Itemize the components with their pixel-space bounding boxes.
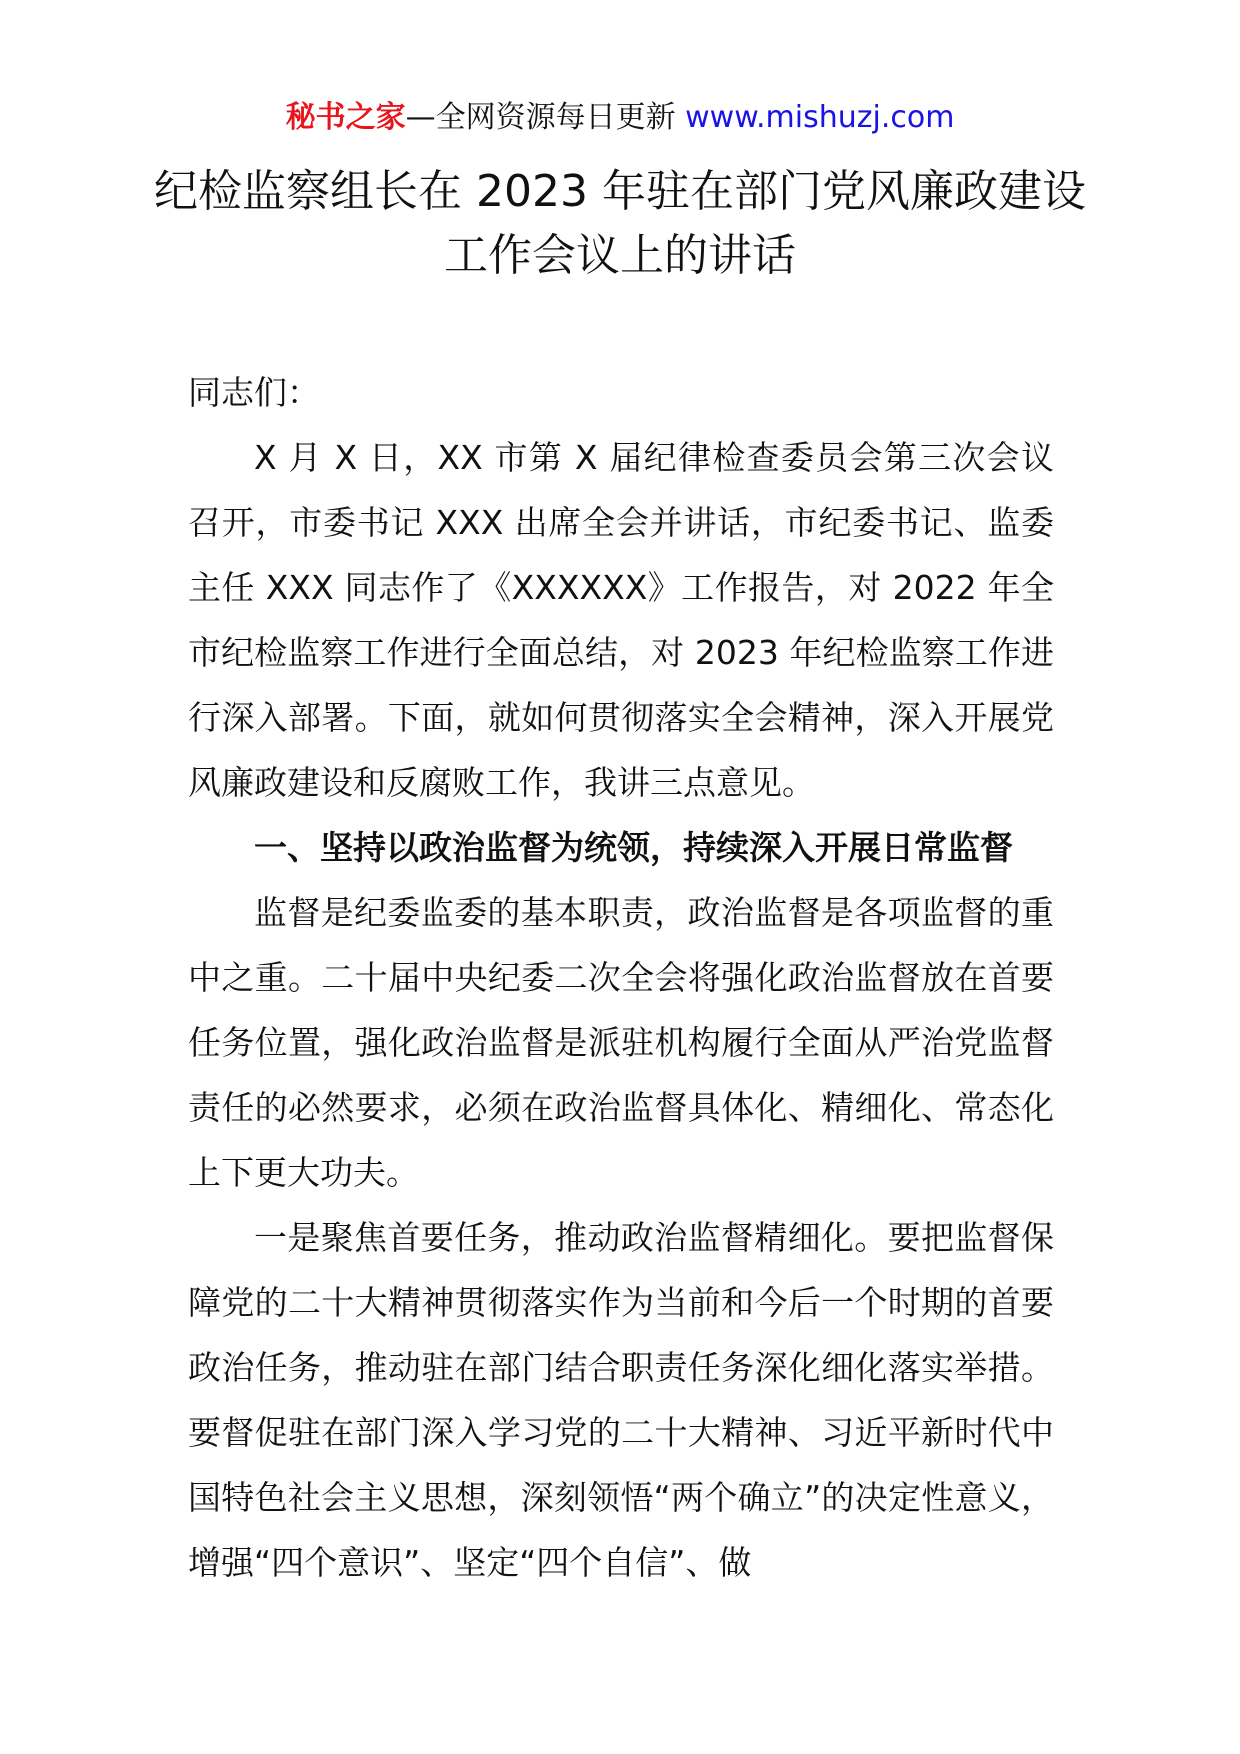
intro-paragraph: X 月 X 日，XX 市第 X 届纪律检查委员会第三次会议召开，市委书记 XXX 出席全会并讲话，市纪委书记、监委主任 XXX 同志作了《XXXXXX》工作报告，对 2022 年全市纪检监察工作进行全面总结，对 2023 年纪检监察工作进行深入部署。下面，就如何贯彻落实全会精神，深入开展党风廉政建设和反腐败工作，我讲三点意见。 [188, 438, 1054, 802]
brand-name: 秘书之家 [285, 100, 406, 135]
section-paragraph: 一是聚焦首要任务，推动政治监督精细化。要把监督保障党的二十大精神贯彻落实作为当前和今后一个时期的首要政治任务，推动驻在部门结合职责任务深化细化落实举措。要督促驻在部门深入学习党的二十大精神、习近平新时代中国特色社会主义思想，深刻领悟“两个确立”的决定性意义，增强“四个意识”、坚定“四个自信”、做 [188, 1218, 1054, 1582]
section-paragraph: 监督是纪委监委的基本职责，政治监督是各项监督的重中之重。二十届中央纪委二次全会将强化政治监督放在首要任务位置，强化政治监督是派驻机构履行全面从严治党监督责任的必然要求，必须在政治监督具体化、精细化、常态化上下更大功夫。 [188, 893, 1054, 1192]
header-tagline: —全网资源每日更新 [405, 100, 686, 135]
section-heading: 一、坚持以政治监督为统领，持续深入开展日常监督 [254, 828, 1013, 867]
document-body [188, 360, 1054, 1595]
site-header [0, 98, 1240, 138]
salutation: 同志们： [188, 373, 320, 412]
document-title: 纪检监察组长在 2023 年驻在部门党风廉政建设工作会议上的讲话 [154, 166, 1086, 281]
site-url[interactable]: www.mishuzj.com [685, 100, 955, 135]
